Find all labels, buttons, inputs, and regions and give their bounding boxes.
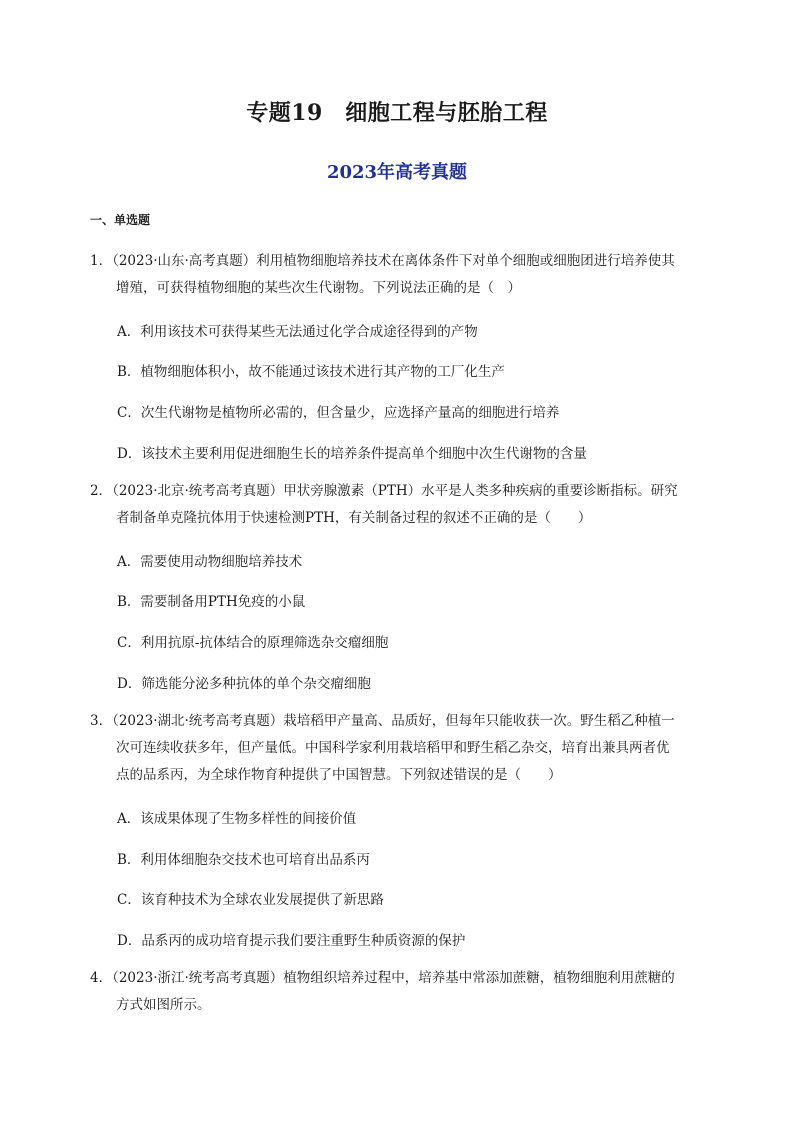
question-stem-line: 增殖，可获得植物细胞的某些次生代谢物。下列说法正确的是（ ） bbox=[116, 280, 521, 296]
page-subtitle: 2023年高考真题 bbox=[326, 162, 468, 183]
question-stem-line: 1．（2023·山东·高考真题）利用植物细胞培养技术在离体条件下对单个细胞或细胞团进行培养使其 bbox=[90, 253, 675, 269]
question-stem-line: 方式如图所示。 bbox=[116, 997, 211, 1013]
page-title: 专题19 细胞工程与胚胎工程 bbox=[246, 100, 548, 126]
question-stem-line: 3．（2023·湖北·统考高考真题）栽培稻甲产量高、品质好，但每年只能收获一次。野生稻乙种植一 bbox=[90, 713, 675, 729]
question-stem-line: 者制备单克隆抗体用于快速检测PTH，有关制备过程的叙述不正确的是（ ） bbox=[116, 510, 592, 526]
question-stem-line: 4．（2023·浙江·统考高考真题）植物组织培养过程中，培养基中常添加蔗糖，植物细胞利用蔗糖的 bbox=[90, 970, 675, 986]
option-a: A．需要使用动物细胞培养技术 bbox=[117, 554, 303, 570]
question-4 bbox=[90, 965, 710, 1019]
question-2 bbox=[90, 478, 710, 532]
question-stem-line: 2．（2023·北京·统考高考真题）甲状旁腺激素（PTH）水平是人类多种疾病的重要诊断指标。研究 bbox=[90, 483, 678, 499]
question-3 bbox=[90, 708, 710, 789]
option-c: C．利用抗原-抗体结合的原理筛选杂交瘤细胞 bbox=[117, 635, 389, 651]
option-d: D．筛选能分泌多种抗体的单个杂交瘤细胞 bbox=[117, 676, 371, 692]
option-d: D．该技术主要利用促进细胞生长的培养条件提高单个细胞中次生代谢物的含量 bbox=[117, 446, 587, 462]
question-1 bbox=[90, 248, 710, 302]
question-stem-line: 次可连续收获多年，但产量低。中国科学家利用栽培稻甲和野生稻乙杂交，培育出兼具两者优 bbox=[116, 740, 670, 756]
option-b: B．需要制备用PTH免疫的小鼠 bbox=[117, 594, 306, 610]
question-stem-line: 点的品系丙，为全球作物育种提供了中国智慧。下列叙述错误的是（ ） bbox=[116, 767, 562, 783]
option-a: A．该成果体现了生物多样性的间接价值 bbox=[117, 811, 357, 827]
option-b: B．植物细胞体积小，故不能通过该技术进行其产物的工厂化生产 bbox=[117, 364, 505, 380]
option-a: A．利用该技术可获得某些无法通过化学合成途径得到的产物 bbox=[117, 324, 478, 340]
option-c: C．次生代谢物是植物所必需的，但含量少，应选择产量高的细胞进行培养 bbox=[117, 405, 560, 421]
section-heading: 一、单选题 bbox=[90, 213, 151, 227]
option-d: D．品系丙的成功培育提示我们要注重野生种质资源的保护 bbox=[117, 933, 466, 949]
option-b: B．利用体细胞杂交技术也可培育出品系丙 bbox=[117, 852, 370, 868]
option-c: C．该育种技术为全球农业发展提供了新思路 bbox=[117, 892, 384, 908]
